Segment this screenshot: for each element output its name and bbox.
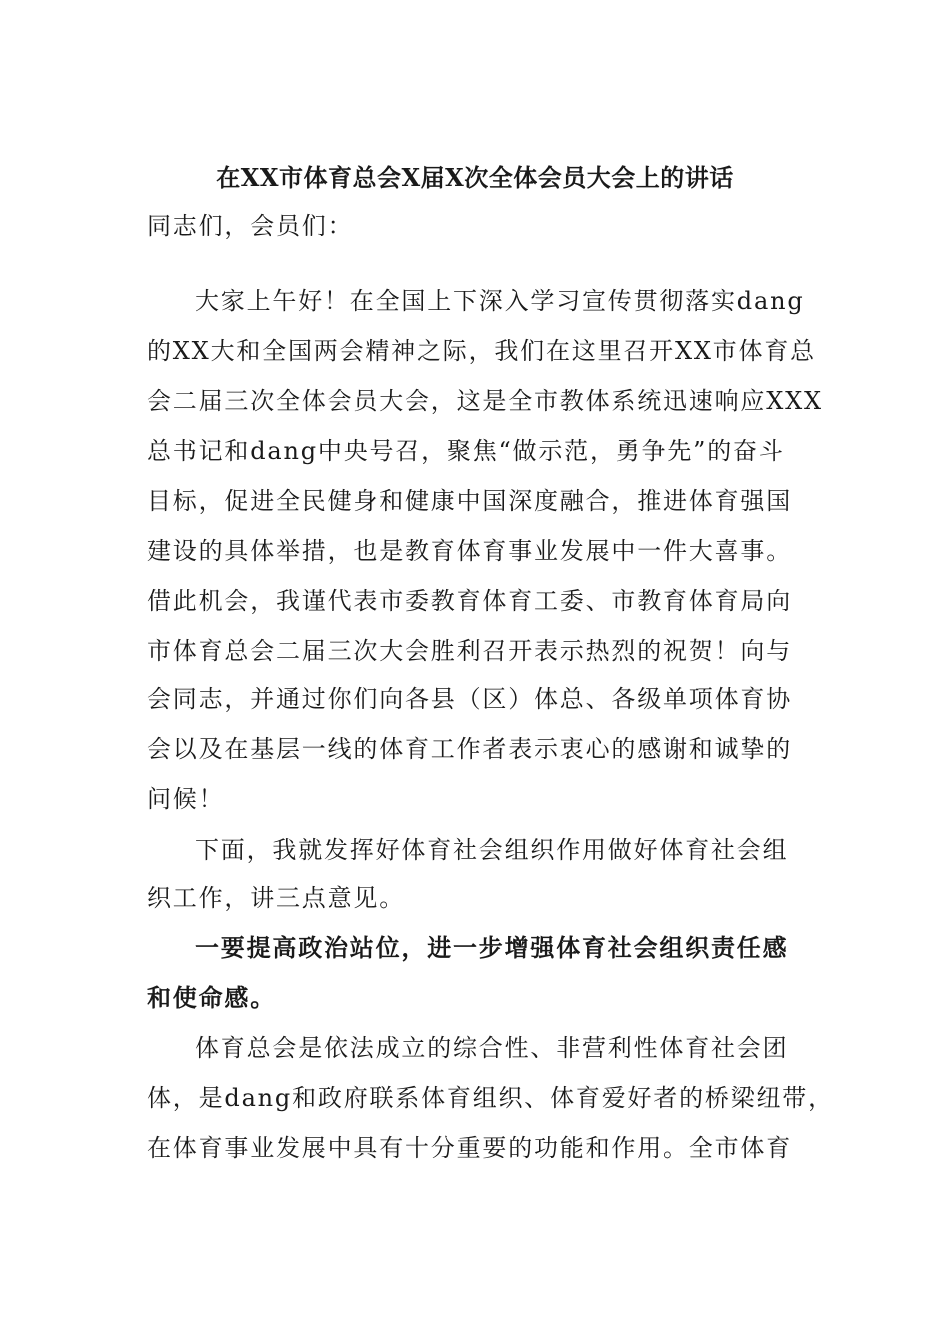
body-line: 的XX大和全国两会精神之际，我们在这里召开XX市体育总 xyxy=(147,337,816,365)
body-line: 目标，促进全民健身和健康中国深度融合，推进体育强国 xyxy=(147,487,792,515)
body-line: 体，是dang和政府联系体育组织、体育爱好者的桥梁纽带， xyxy=(147,1084,834,1112)
section-heading: 一要提高政治站位，进一步增强体育社会组织责任感 xyxy=(195,933,789,962)
salutation: 同志们，会员们： xyxy=(147,212,354,240)
body-line: 体育总会是依法成立的综合性、非营利性体育社会团 xyxy=(195,1034,789,1062)
body-line: 总书记和dang中央号召，聚焦“做示范，勇争先”的奋斗 xyxy=(147,437,785,465)
body-line: 织工作，讲三点意见。 xyxy=(147,884,405,912)
body-line: 会二届三次全体会员大会，这是全市教体系统迅速响应XXX xyxy=(147,387,823,415)
body-line: 建设的具体举措，也是教育体育事业发展中一件大喜事。 xyxy=(147,537,792,565)
document-title: 在XX市体育总会X届X次全体会员大会上的讲话 xyxy=(216,163,734,192)
body-line: 在体育事业发展中具有十分重要的功能和作用。全市体育 xyxy=(147,1134,792,1162)
body-line: 借此机会，我谨代表市委教育体育工委、市教育体育局向 xyxy=(147,587,792,615)
section-heading: 和使命感。 xyxy=(147,983,276,1012)
body-line: 大家上午好！在全国上下深入学习宣传贯彻落实dang xyxy=(195,287,805,315)
body-line: 下面，我就发挥好体育社会组织作用做好体育社会组 xyxy=(195,836,789,864)
body-line: 会以及在基层一线的体育工作者表示衷心的感谢和诚挚的 xyxy=(147,735,792,763)
body-line: 市体育总会二届三次大会胜利召开表示热烈的祝贺！向与 xyxy=(147,637,792,665)
body-line: 问候！ xyxy=(147,785,225,813)
body-line: 会同志，并通过你们向各县（区）体总、各级单项体育协 xyxy=(147,685,792,713)
